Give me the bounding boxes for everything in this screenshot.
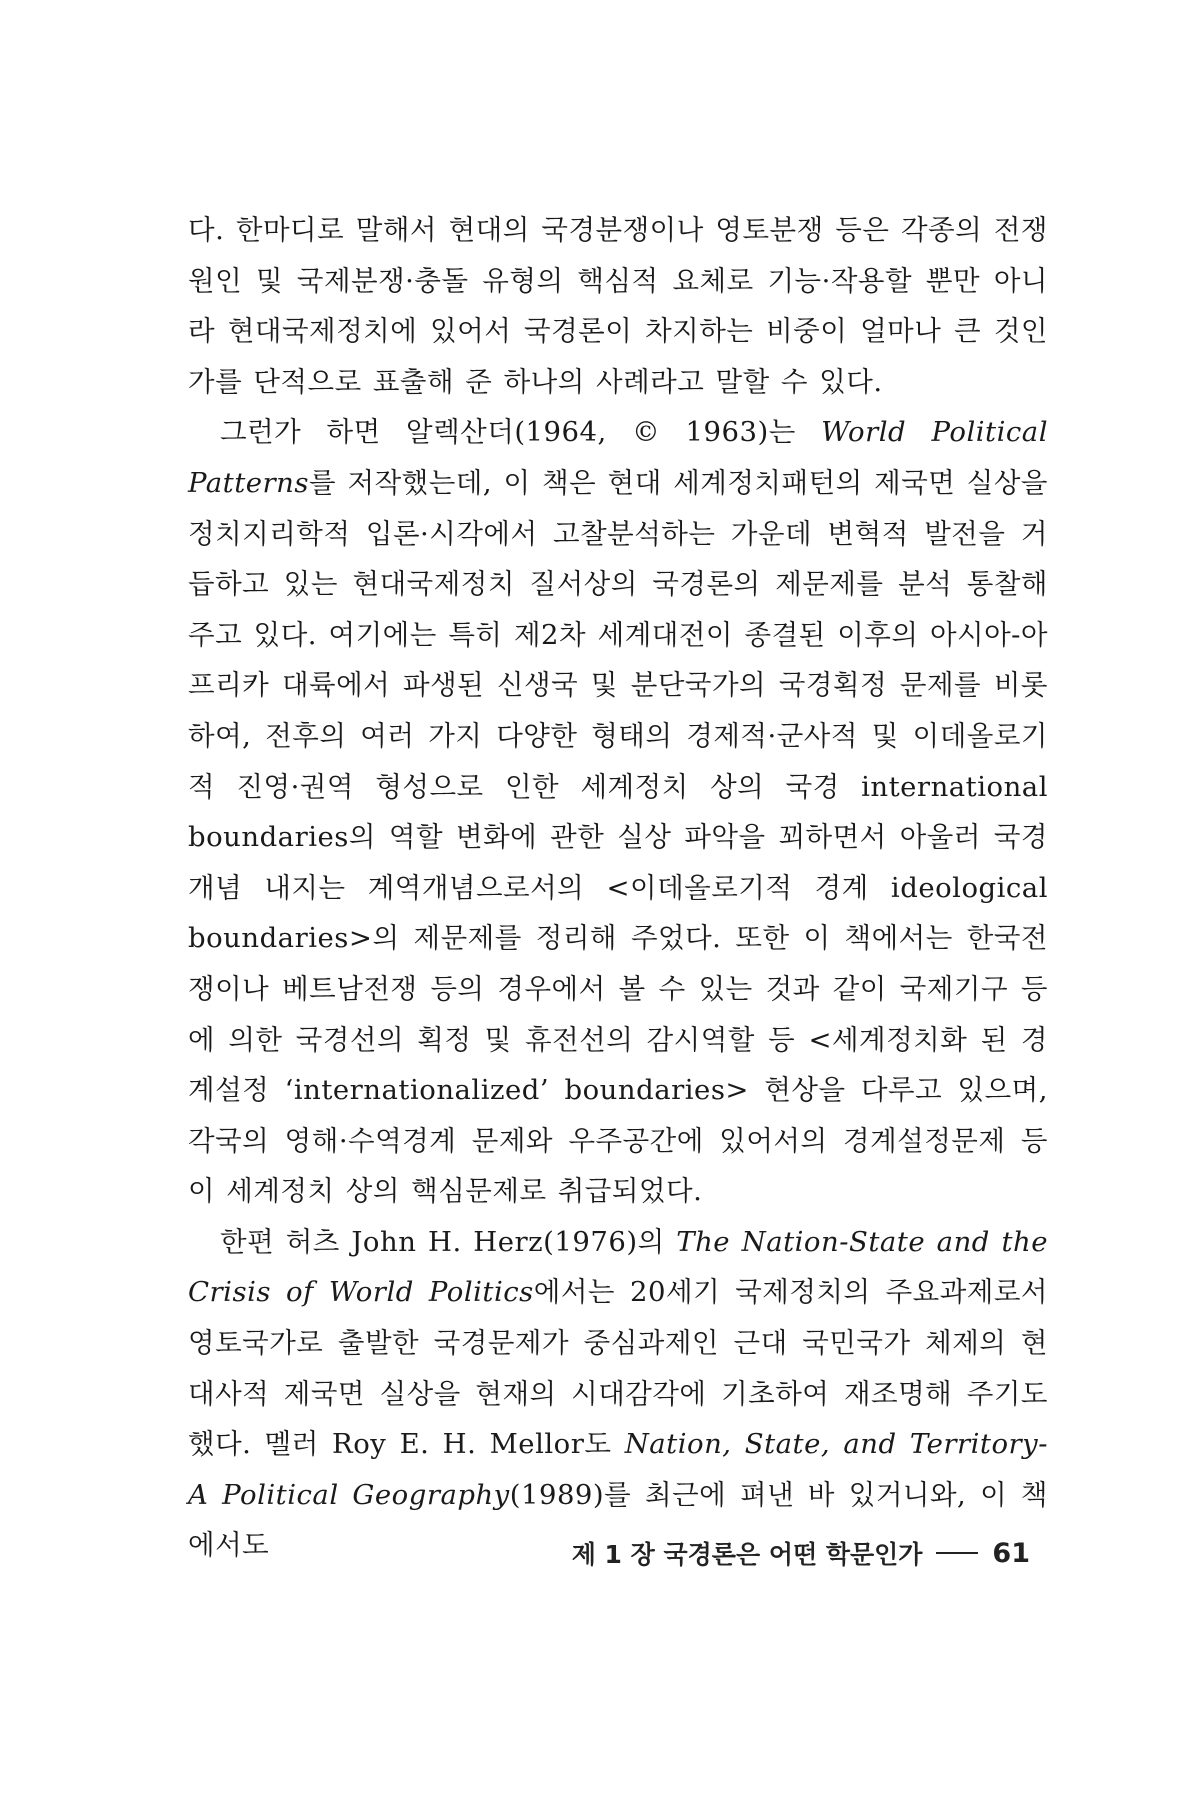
chapter-running-head: 제 1 장 국경론은 어떤 학문인가 <box>571 1540 923 1569</box>
page-footer <box>572 1535 1030 1571</box>
book-title-world-political-patterns: World Political Patterns <box>188 416 1048 499</box>
paragraph-2-text-a: 그런가 하면 알렉산더(1964, © 1963)는 <box>220 416 822 449</box>
book-title-nation-state-territory: Nation, State, and Territory-A Political Geography <box>188 1428 1049 1511</box>
paragraph-3-text-c: (1989)를 최근에 펴낸 바 있거니와, 이 책에서도 <box>188 1478 1048 1562</box>
paragraph-2 <box>188 407 1048 1217</box>
paragraph-1-text: 다. 한마디로 말해서 현대의 국경분쟁이나 영토분쟁 등은 각종의 전쟁원인 및 국제분쟁·충돌 유형의 핵심적 요체로 기능·작용할 뿐만 아니라 현대국제정치에 있어서 국경론이 차지하는 비중이 얼마나 큰 것인가를 단적으로 표출해 준 하나의 사례라고 말할 수 있다. <box>188 214 1048 398</box>
paragraph-3 <box>188 1217 1048 1571</box>
paragraph-3-text-a: 한편 허츠 John H. Herz(1976)의 <box>220 1225 677 1258</box>
page-body <box>188 205 1048 1571</box>
footer-dash <box>936 1552 978 1554</box>
paragraph-1 <box>188 205 1048 407</box>
page-number: 61 <box>992 1537 1030 1569</box>
paragraph-2-text-b: 를 저작했는데, 이 책은 현대 세계정치패턴의 제국면 실상을 정치지리학적 입론·시각에서 고찰분석하는 가운데 변혁적 발전을 거듭하고 있는 현대국제정치 질서상의 국경론의 제문제를 분석 통찰해 주고 있다. 여기에는 특히 제2차 세계대전이 종결된 이후의 아시아-아프리카 대륙에서 파생된 신생국 및 분단국가의 국경획정 문제를 비롯하여, 전후의 여러 가지 다양한 형태의 경제적·군사적 및 이데올로기적 진영·권역 형성으로 인한 세계정치 상의 국경 international boundaries의 역할 변화에 관한 실상 파악을 꾀하면서 아울러 국경개념 내지는 계역개념으로서의 <이데올로기적 경계 ideological boundaries>의 제문제를 정리해 주었다. 또한 이 책에서는 한국전쟁이나 베트남전쟁 등의 경우에서 볼 수 있는 것과 같이 국제기구 등에 의한 국경선의 획정 및 휴전선의 감시역할 등 <세계정치화 된 경계설정 ‘internationalized’ boundaries> 현상을 다루고 있으며, 각국의 영해·수역경계 문제와 우주공간에 있어서의 경계설정문제 등이 세계정치 상의 핵심문제로 취급되었다. <box>188 466 1048 1208</box>
paragraph-3-text-b: 에서는 20세기 국제정치의 주요과제로서 영토국가로 출발한 국경문제가 중심과제인 근대 국민국가 체제의 현대사적 제국면 실상을 현재의 시대감각에 기초하여 재조명해 주기도 했다. 멜러 Roy E. H. Mellor도 <box>188 1276 1048 1461</box>
book-title-nation-state-crisis: The Nation-State and the Crisis of World Politics <box>188 1225 1048 1309</box>
